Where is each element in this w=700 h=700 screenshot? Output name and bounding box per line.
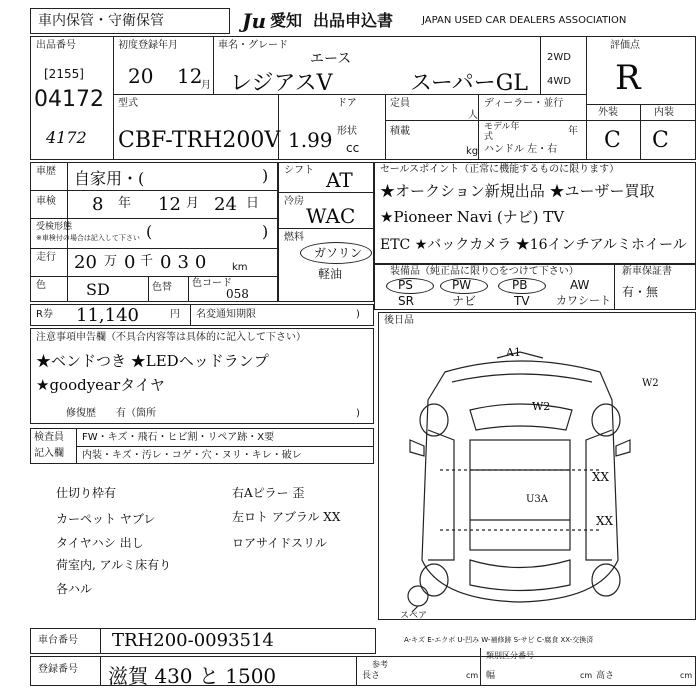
handle-label: ハンドル 左・右 [484,144,558,155]
handwritten-left-4: 荷室内, アルミ床有り [56,558,172,572]
damage-label-w2-a: W2 [642,378,659,389]
displacement-value: 1.99 [288,128,333,152]
sales-point-3: ETC ★バックカメラ ★16インチアルミホイール [380,237,687,253]
warranty-options: 有・無 [622,285,659,299]
model-label: 型式 [118,98,138,109]
equipment-aw: AW [570,278,590,292]
plate-cm-3: cm [680,671,693,680]
sales-points-label: セールスポイント（正常に機能するものに限ります） [380,164,620,175]
cooling-label: 冷房 [284,196,304,207]
plate-label: 登録番号 [38,664,78,675]
interior-label: 内装 [654,107,674,118]
equipment-sr: SR [398,294,414,308]
mileage-rest: 030 [160,252,213,273]
exterior-label: 外装 [598,107,618,118]
shape-label: 形状 [337,126,357,137]
plate-cm-1: cm [466,671,479,680]
plate-ref-1: 参考 [372,660,388,669]
chassis-value: TRH200-0093514 [112,630,274,651]
load-unit: kg [466,146,479,157]
sales-point-2: ★Pioneer Navi (ナビ) TV [380,208,565,226]
color-label: 色 [36,280,46,291]
interior-score: C [652,128,669,153]
handwritten-right-3: ロアサイドスリル [232,536,328,550]
mileage-unit: km [232,262,248,273]
inspection-year-unit: 年 [118,196,132,211]
equipment-ps: PS [398,278,413,292]
damage-label-u3a: U3A [526,494,549,505]
door-label: ドア [337,98,357,109]
lot-number: 04172 [34,87,104,112]
exterior-score: C [604,128,621,153]
damage-label-a1: A1 [506,346,521,359]
plate-ref-2: 類別区分番号 [486,651,534,660]
color-value: SD [86,280,110,299]
inspector-entry-label: 記入欄 [34,448,64,459]
reception-open: ( [146,222,153,241]
reception-note: ※車検付の場合は記入して下さい [36,234,140,242]
plate-value: 滋賀 430 と 1500 [108,664,277,688]
car-name: レジアスV [230,71,333,96]
equipment-label: 装備品（純正品に限り○をつけて下さい） [390,266,579,277]
handwritten-left-5: 各ハル [56,582,93,596]
dealer-label: ディーラー・並行 [484,98,564,109]
plate-length: 長さ [362,671,381,681]
color-code: 058 [226,287,249,301]
plate-width: 幅 [486,671,496,681]
fuel-diesel: 軽油 [318,267,343,281]
equipment-pb: PB [512,278,528,292]
r-ticket-label: R券 [36,309,53,320]
drive-2wd: 2WD [547,52,571,63]
inspector-label: 検査員 [34,432,64,443]
notes-line-1: ★ベンドつき ★LEDヘッドランプ [36,352,269,370]
damage-label-w2-b: W2 [532,400,551,413]
shift-value: AT [326,168,353,192]
lot-note: 4172 [46,128,87,147]
warranty-label: 新車保証書 [622,266,672,277]
r-ticket-unit: 円 [170,309,180,320]
name-grade-label: 車名・グレード [218,40,288,51]
mileage-sen: 0 [124,252,136,273]
inspection-year: 8 [92,194,104,215]
inspection-label: 車検 [36,196,56,207]
registration-label: 初度登録年月 [118,40,178,51]
ju-logo: Ju [242,9,267,33]
plate-cm-2: cm [580,671,593,680]
notes-label: 注意事項申告欄（不具合内容等は具体的に記入して下さい） [36,332,306,343]
mileage-man-unit: 万 [104,254,118,269]
car-grade: スーパーGL [410,71,528,96]
spare-tire-label: スペア [400,611,428,621]
association-name: JAPAN USED CAR DEALERS ASSOCIATION [422,15,627,26]
handwritten-left-1: 仕切り枠有 [56,486,117,500]
reception-close: ) [262,222,269,241]
inspection-month: 12 [158,194,181,215]
notes-line-2: ★goodyearタイヤ [36,376,165,394]
handwritten-left-3: タイヤハシ 出し [56,536,144,550]
displacement-unit: cc [346,141,360,155]
cooling-value: WAC [306,204,356,228]
repair-label: 修復歴 [66,408,96,419]
model-value: CBF-TRH200V [118,128,281,153]
history-label: 車歴 [36,166,56,177]
handwritten-left-2: カーペット ヤブレ [56,512,156,526]
color-change-label: 色替 [152,282,172,293]
lot-label: 出品番号 [36,40,76,51]
capacity-unit: 人 [468,110,478,121]
chassis-label: 車台番号 [38,635,78,646]
mileage-sen-unit: 千 [140,254,154,269]
storage-label: 車内保管・守衛保管 [38,13,164,29]
repair-close: ) [356,408,360,419]
inspection-month-unit: 月 [186,196,200,211]
repair-value: 有（箇所 [116,408,156,419]
inspection-day-unit: 日 [246,196,260,211]
equipment-navi: ナビ [452,294,477,308]
brand-name: 愛知 [270,11,303,30]
plate-height: 高さ [596,671,615,681]
name-change-label: 名変通知期限 [196,309,256,320]
damage-label-xx-b: XX [596,514,614,528]
color-code-label: 色コード [192,278,232,289]
drive-4wd: 4WD [547,76,571,87]
model-year-unit: 年 [568,126,578,137]
sales-point-1: ★オークション新規出品 ★ユーザー買取 [380,182,655,200]
rating-score: R [615,58,641,98]
capacity-label: 定員 [390,98,410,109]
lot-code: [2155] [44,67,84,81]
handwritten-right-2: 左ロト アブラル XX [232,510,341,524]
handwritten-right-1: 右Aピラー 歪 [232,486,305,500]
car-name-top: エース [310,51,352,67]
model-year-label: モデル年式 [484,122,520,142]
inspector-row-2: 内装・キズ・汚レ・コゲ・穴・ヌリ・キレ・破レ [82,450,302,461]
r-ticket-value: 11,140 [76,305,139,326]
equipment-tv: TV [514,294,530,308]
rating-label: 評価点 [610,40,640,51]
reception-label: 受検形態 [36,222,73,232]
load-label: 積載 [390,126,410,137]
registration-year: 20 [128,64,154,88]
mileage-label: 走行 [36,252,56,263]
equipment-pw: PW [452,278,472,292]
fuel-value: ガソリン [314,246,363,260]
damage-legend: A-キズ E-エクボ U-凹み W-補修跡 S-サビ C-腐食 XX-交換済 [404,636,594,644]
inspector-row-1: FW・キズ・飛石・ヒビ割・リペア跡・X要 [82,432,275,443]
registration-month: 12 [177,64,203,88]
damage-label-xx-a: XX [592,470,610,484]
remarks-label: 後日品 [384,315,414,326]
shift-label: シフト [284,165,314,176]
name-change-close: ) [356,309,360,320]
mileage-man: 20 [74,252,97,273]
equipment-kawa-seat: カワシート [556,294,611,307]
inspection-day: 24 [214,194,237,215]
form-title: 出品申込書 [313,11,394,30]
registration-month-unit: 月 [201,80,211,91]
fuel-label: 燃料 [284,232,304,243]
history-value: 自家用・( [74,169,145,188]
history-close: ) [262,166,269,185]
